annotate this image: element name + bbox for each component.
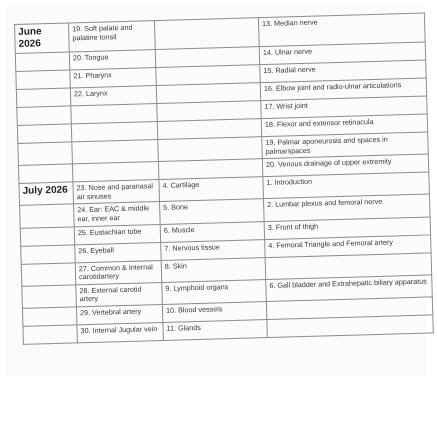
month-cell	[16, 70, 70, 90]
topic-cell: 11. Glands	[163, 319, 267, 340]
month-cell	[18, 142, 73, 166]
topic-cell: 2. Lumbar plexus and femoral nerve	[263, 194, 430, 221]
month-cell: July 2026	[19, 182, 74, 206]
topic-cell: 10. Blood vessels	[162, 301, 266, 322]
month-cell	[18, 164, 72, 184]
topic-cell: 6. Gall bladder and Extrahepatic biliary apparatus	[266, 275, 433, 302]
topic-cell: 17. Wrist joint	[261, 96, 427, 119]
topic-cell: 27. Common & Internal carotidartery	[75, 260, 162, 285]
month-cell	[17, 106, 71, 126]
topic-cell: 18. Flexor and extensor retinacula	[261, 114, 427, 137]
topic-cell: 25. Eustachian tube	[74, 224, 160, 244]
month-cell	[20, 226, 74, 246]
month-cell	[20, 204, 75, 228]
month-cell	[21, 262, 76, 286]
month-cell	[23, 325, 77, 345]
topic-cell	[154, 18, 259, 50]
topic-cell: 9. Lymphoid organs	[162, 279, 267, 304]
month-cell	[22, 307, 76, 327]
topic-cell: 22. Larynx	[70, 86, 156, 106]
topic-cell: 23. Nose and paranasal air sinuses	[73, 180, 160, 205]
month-cell	[21, 244, 75, 264]
topic-cell: 13. Median nerve	[258, 13, 425, 47]
topic-cell	[71, 122, 157, 142]
topic-cell: 16. Elbow joint and radio-ulnar articulations	[260, 78, 426, 101]
topic-cell: 7. Nervous tissue	[161, 239, 265, 260]
topic-cell	[158, 137, 263, 162]
topic-cell: 20. Tongue	[69, 50, 155, 70]
topic-cell: 4. Cartilage	[159, 177, 264, 202]
topic-cell: 4. Femoral Triangle and Femoral artery	[265, 235, 431, 258]
topic-cell	[72, 162, 158, 182]
topic-cell: 26. Eyeball	[75, 242, 161, 262]
topic-cell: 15. Radial nerve	[260, 60, 426, 83]
topic-cell	[72, 140, 159, 165]
topic-cell: 3. Front of thigh	[264, 217, 430, 240]
topic-cell: 14. Ulnar nerve	[259, 42, 425, 65]
topic-cell: 8. Skin	[161, 257, 266, 282]
topic-cell: 30. Internal Jugular vein	[77, 322, 163, 342]
month-cell	[22, 285, 77, 309]
topic-cell: 1. Introduction	[263, 172, 430, 199]
topic-cell: 5. Bone	[160, 199, 265, 224]
topic-cell: 29. Vertebral artery	[76, 304, 162, 324]
month-cell: June 2026	[15, 23, 70, 53]
month-cell	[15, 52, 69, 72]
topic-cell: 19. Palmar aponeurosis and spaces in palmarspaces	[262, 132, 429, 159]
schedule-table-wrapper	[14, 13, 433, 345]
schedule-table	[14, 13, 434, 345]
topic-cell: 28. External carotid artery	[76, 282, 163, 307]
topic-cell: 20. Venous drainage of upper extremity	[262, 154, 428, 177]
topic-cell: 21. Pharynx	[70, 68, 156, 88]
month-cell	[17, 124, 71, 144]
topic-cell: 24. Ear: EAC & middle ear, inner ear	[74, 202, 161, 227]
topic-cell: 19. Soft palate and palatine tonsil	[68, 21, 155, 52]
month-cell	[16, 88, 70, 108]
topic-cell: 6. Muscle	[160, 221, 264, 242]
